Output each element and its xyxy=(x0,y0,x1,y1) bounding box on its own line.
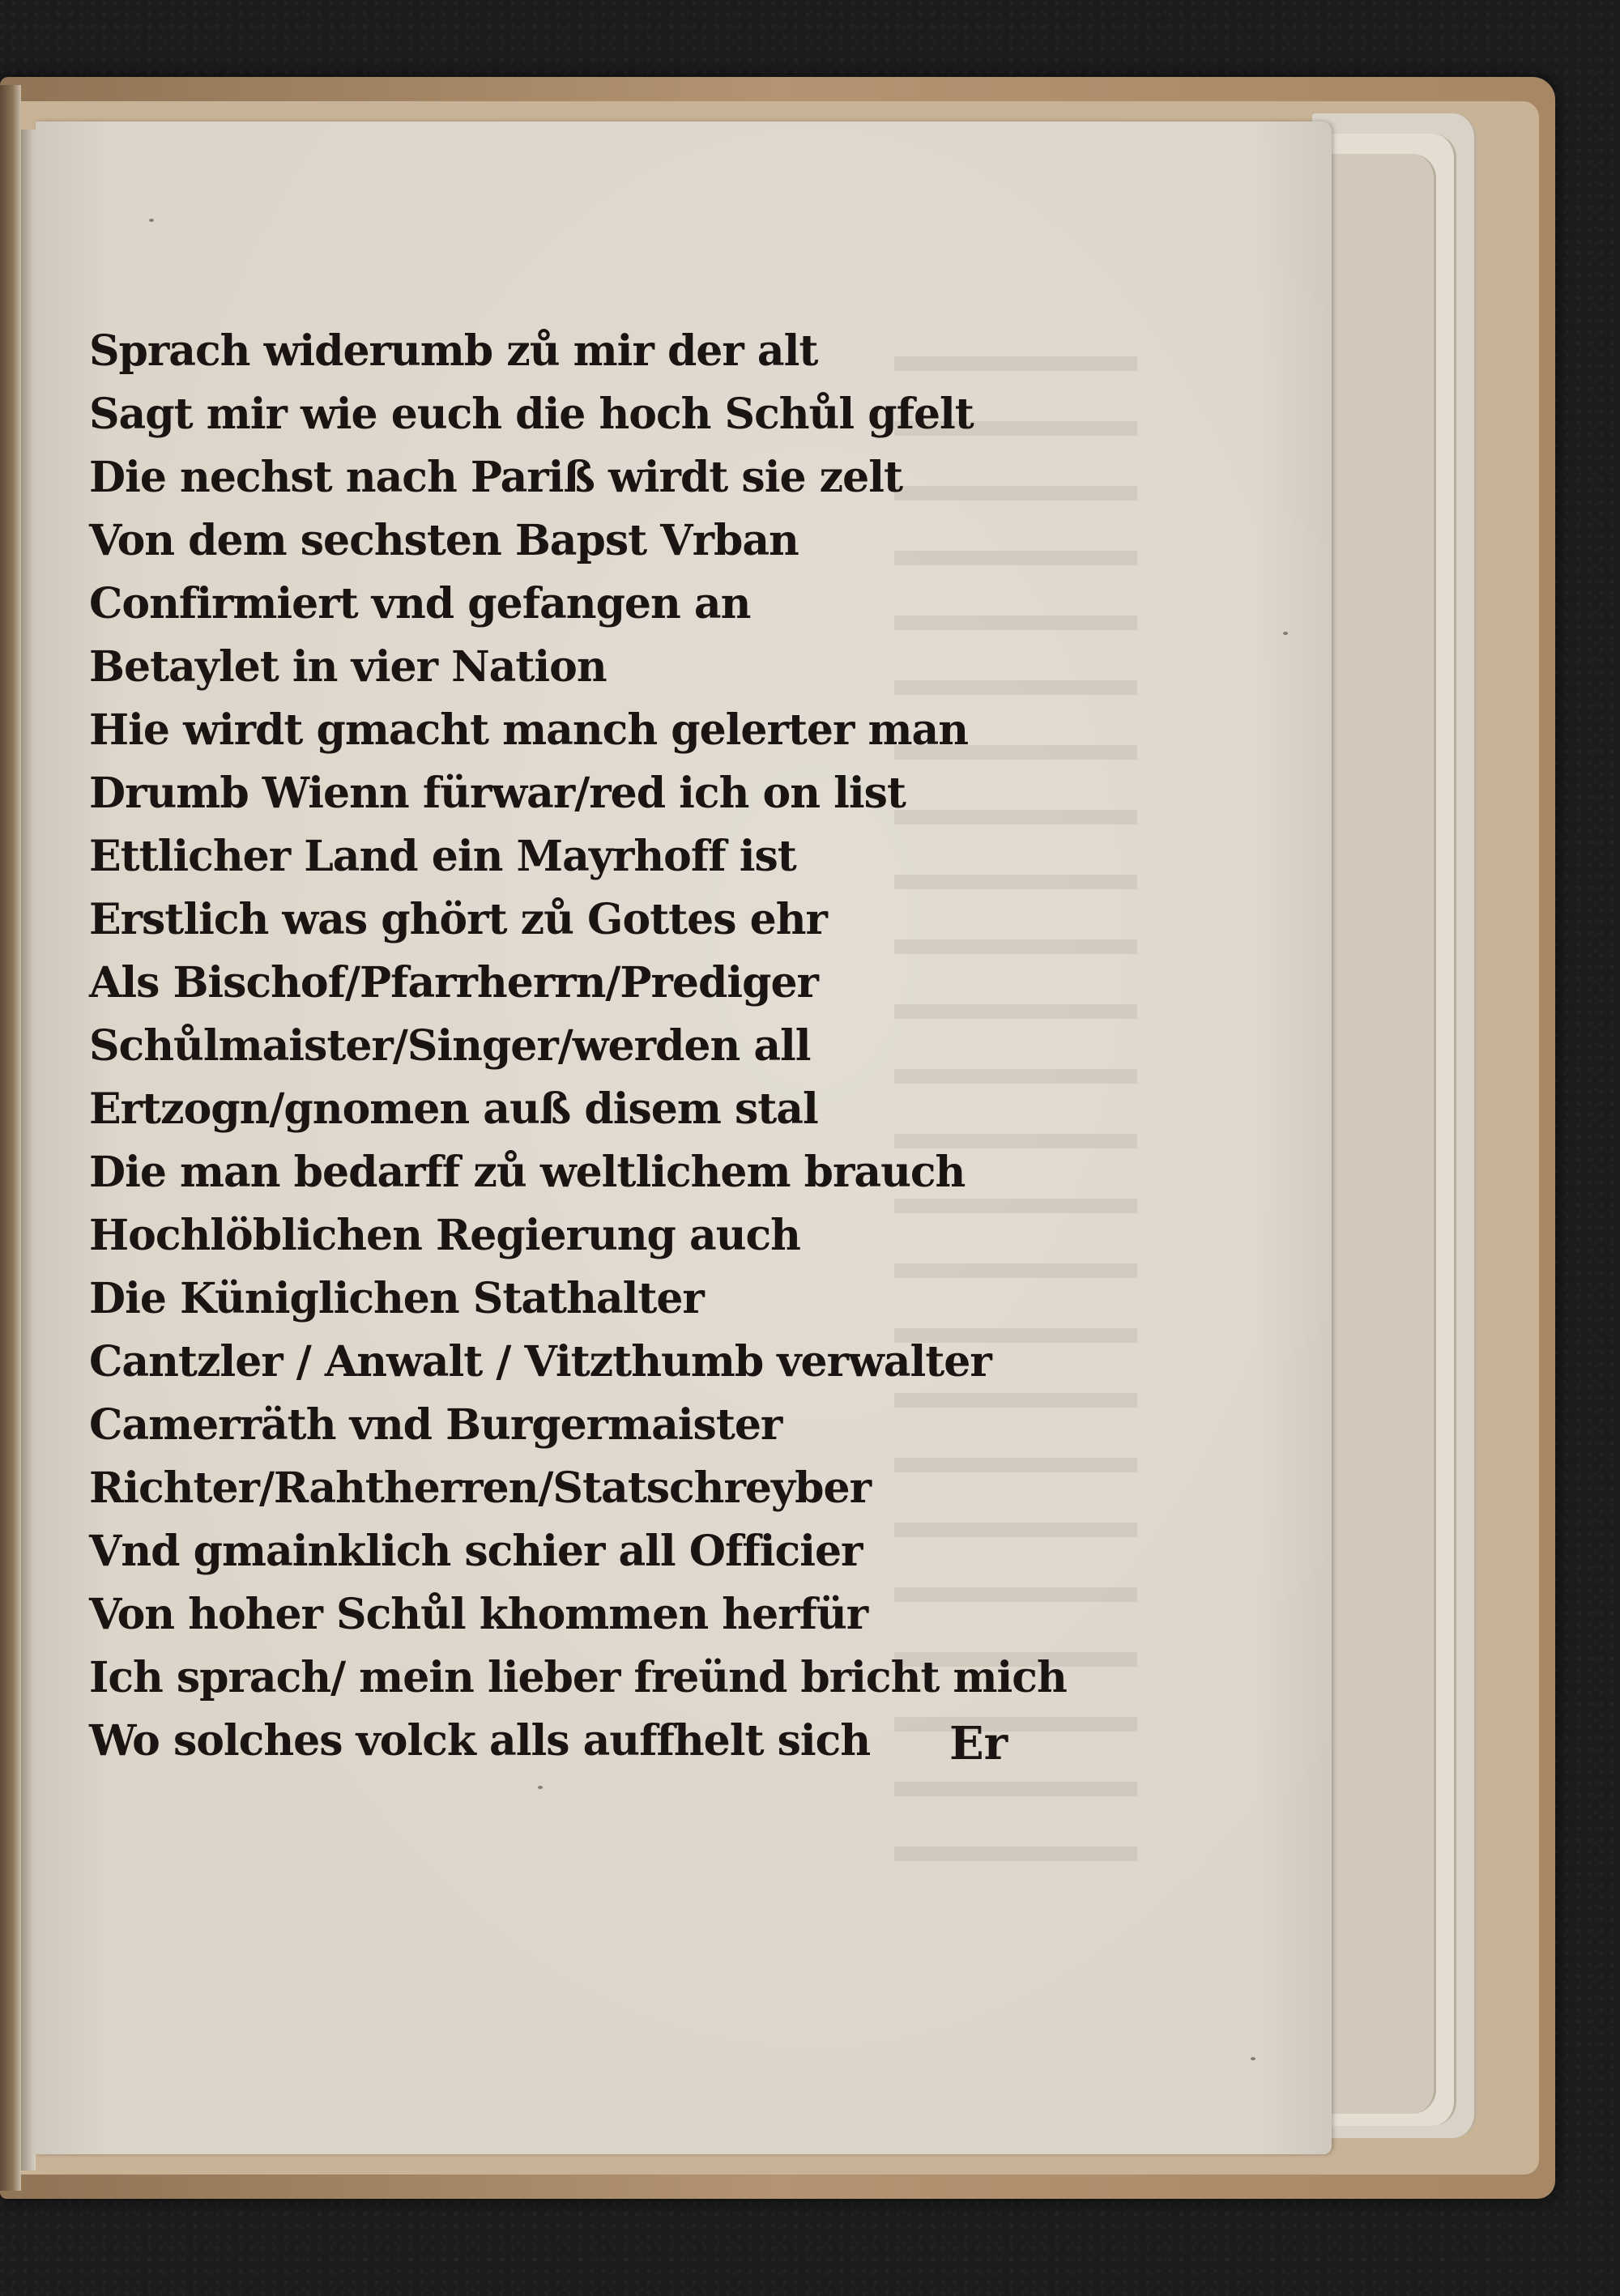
book-spine xyxy=(0,85,21,2191)
verse-line: Die man bedarff zů weltlichem brauch xyxy=(89,1148,966,1197)
verse-line: Ettlicher Land ein Mayrhoff ist xyxy=(89,832,796,881)
verse-line: Betaylet in vier Nation xyxy=(89,642,607,692)
verse-line: Camerräth vnd Burgermaister xyxy=(89,1400,782,1450)
verse-line: Cantzler / Anwalt / Vitzthumb verwalter xyxy=(89,1337,991,1387)
verse-line: Die Küniglichen Stathalter xyxy=(89,1274,704,1323)
verse-line: Richter/Rahtherren/Statschreyber xyxy=(89,1463,871,1513)
verse-line: Die nechst nach Pariß wirdt sie zelt xyxy=(89,453,903,502)
paper-speck xyxy=(538,1786,543,1789)
verse-line: Als Bischof/Pfarrherrn/Prediger xyxy=(89,958,818,1007)
verse-line: Confirmiert vnd gefangen an xyxy=(89,579,751,628)
verse-line: Von hoher Schůl khommen herfür xyxy=(89,1590,868,1639)
verse-line: Schůlmaister/Singer/werden all xyxy=(89,1021,811,1071)
verse-line: Hie wirdt gmacht manch gelerter man xyxy=(89,705,969,755)
page-gutter xyxy=(21,130,36,2170)
verse-line: Drumb Wienn fürwar/red ich on list xyxy=(89,769,906,818)
verse-line: Sprach widerumb zů mir der alt xyxy=(89,326,818,376)
verse-line: Ich sprach/ mein lieber freünd bricht mich xyxy=(89,1653,1067,1702)
catchword: Er xyxy=(949,1717,1008,1770)
verse-text xyxy=(89,320,1067,1773)
verse-line: Vnd gmainklich schier all Officier xyxy=(89,1527,863,1576)
paper-speck xyxy=(1251,2057,1256,2060)
verse-line: Ertzogn/gnomen auß disem stal xyxy=(89,1084,818,1134)
verse-line: Erstlich was ghört zů Gottes ehr xyxy=(89,895,827,944)
verse-line: Hochlöblichen Regierung auch xyxy=(89,1211,800,1260)
paper-speck xyxy=(149,219,154,222)
paper-speck xyxy=(1283,632,1288,635)
verse-line: Von dem sechsten Bapst Vrban xyxy=(89,516,799,565)
verse-line: Sagt mir wie euch die hoch Schůl gfelt xyxy=(89,390,974,439)
verse-line: Wo solches volck alls auffhelt sich xyxy=(89,1716,871,1766)
